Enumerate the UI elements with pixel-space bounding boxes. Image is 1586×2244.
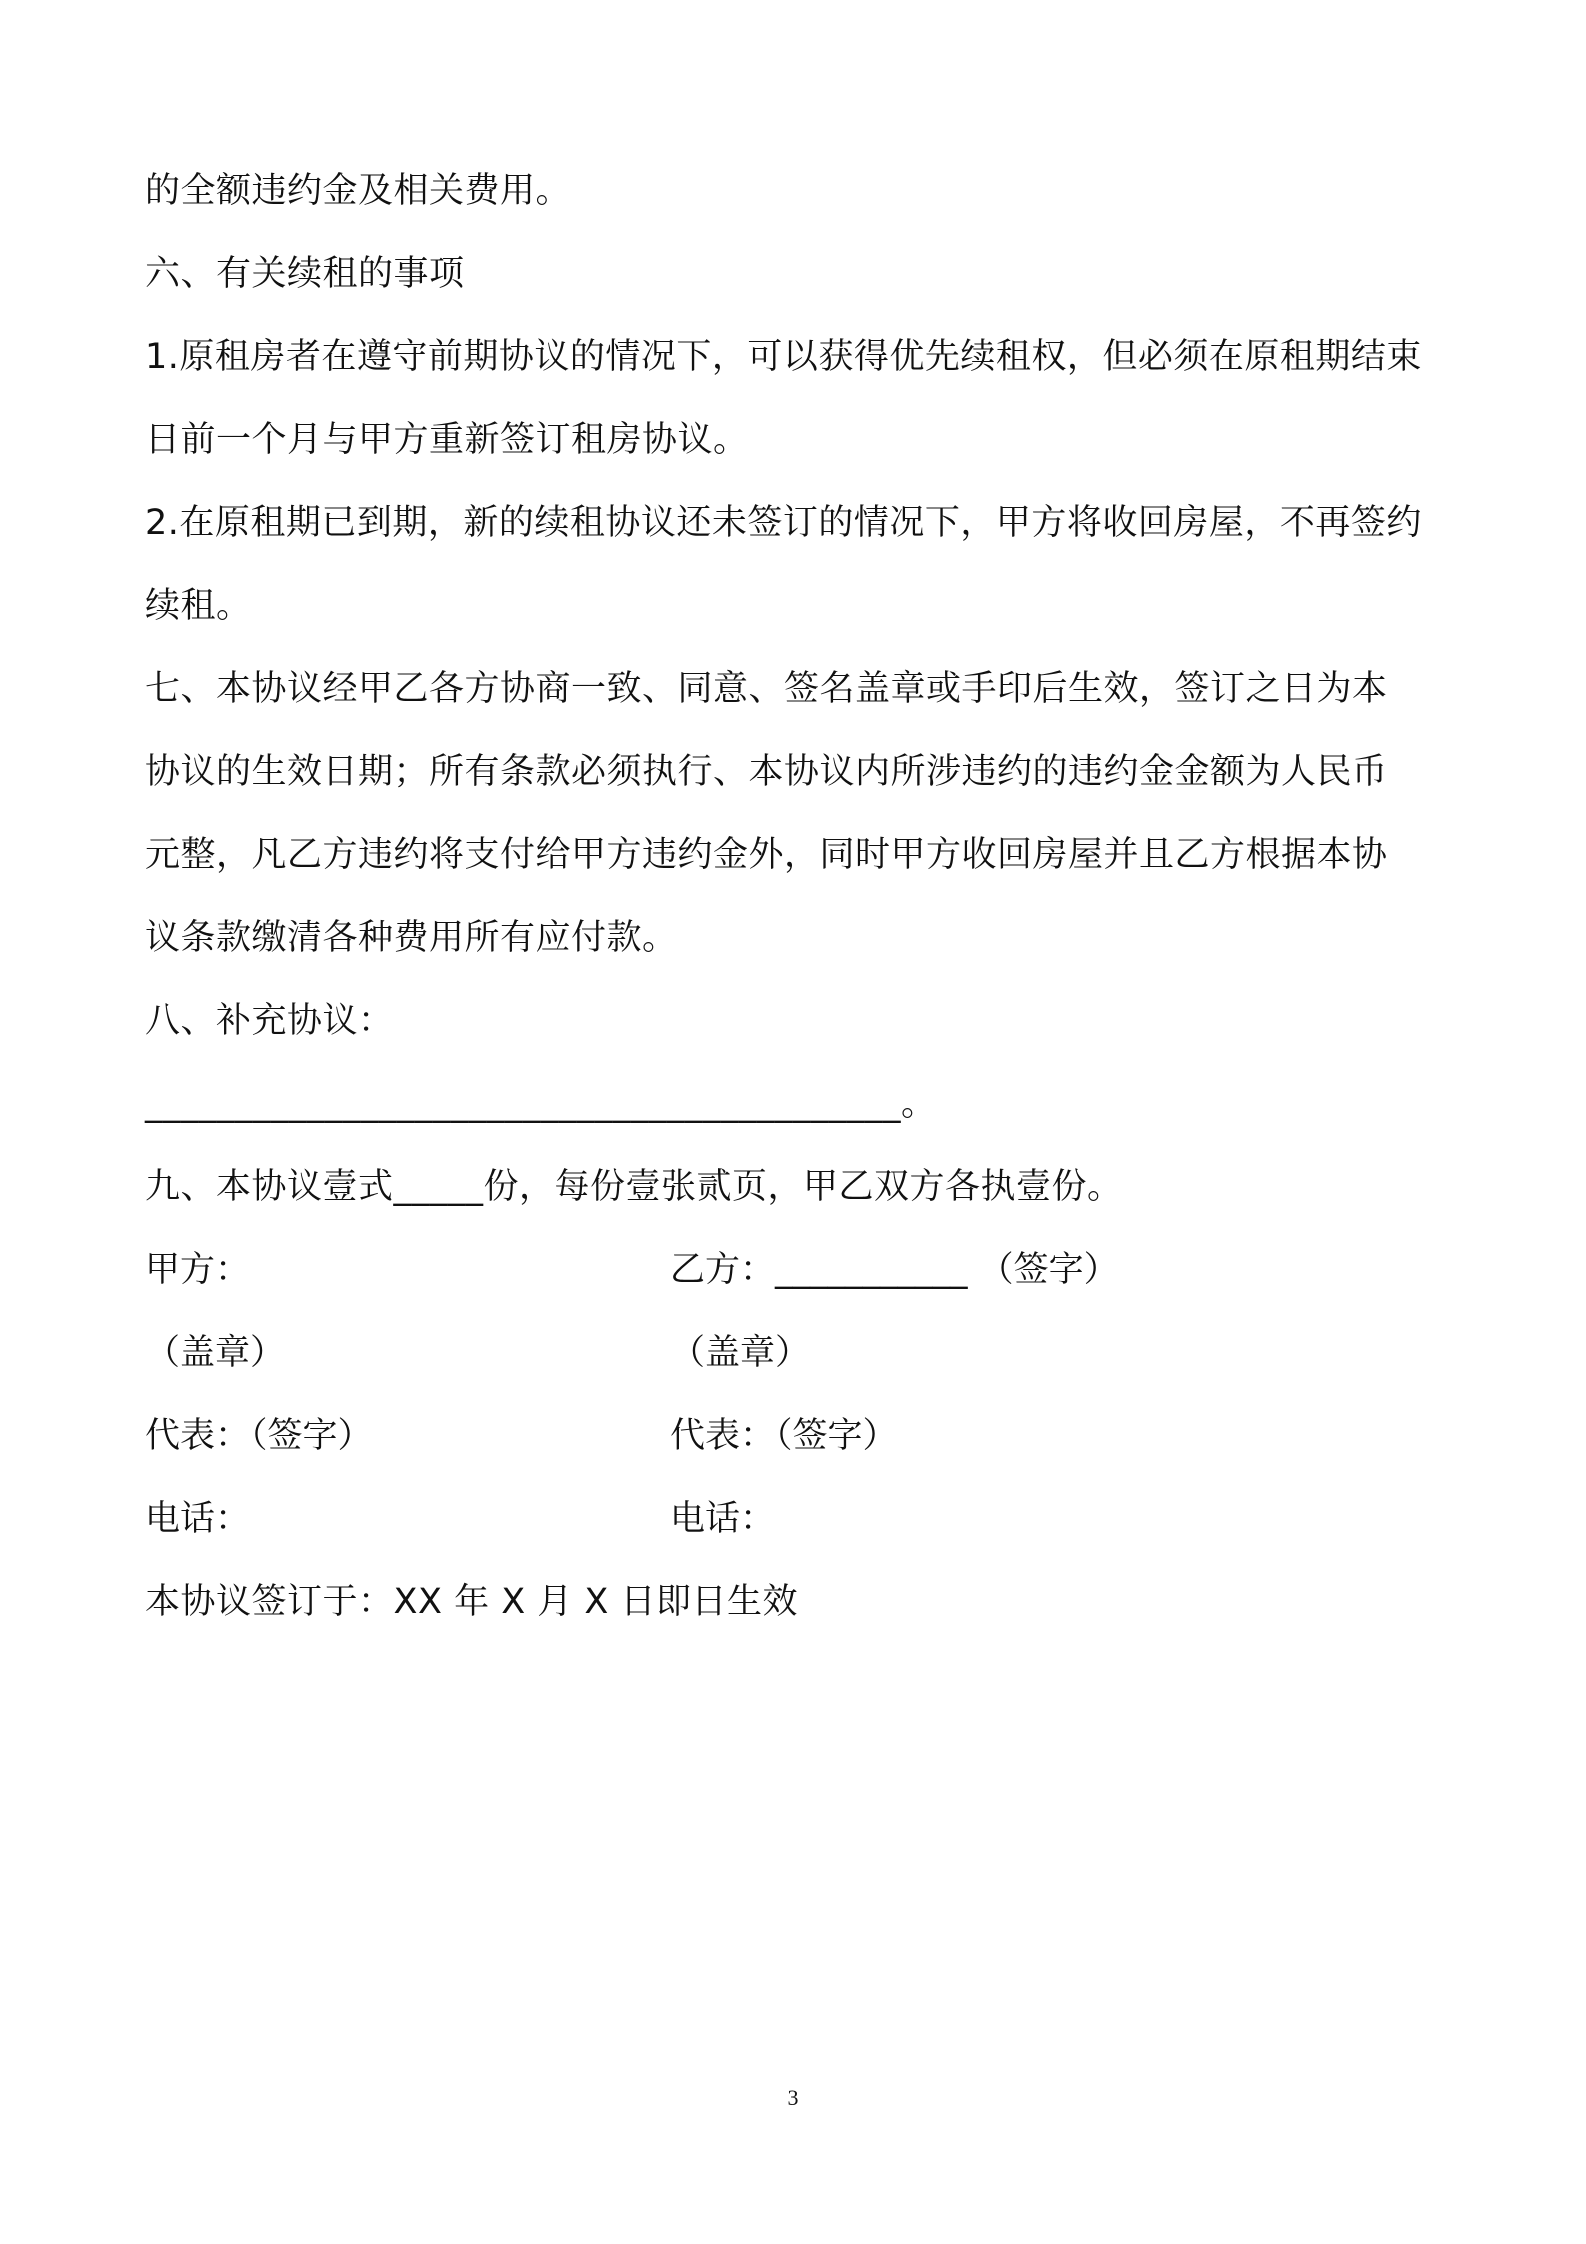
party-b-seal: （盖章）	[670, 1333, 811, 1373]
text-line: 的全额违约金及相关费用。	[145, 171, 572, 211]
signature-seal-row	[145, 1312, 1465, 1395]
party-b-phone: 电话：	[670, 1499, 776, 1539]
text-line: 协议的生效日期；所有条款必须执行、本协议内所涉违约的违约金金额为人民币	[145, 752, 1388, 792]
text-line: 七、本协议经甲乙各方协商一致、同意、签名盖章或手印后生效，签订之日为本	[145, 669, 1388, 709]
supplementary-blank-line: __________________________________________。	[145, 1084, 937, 1124]
party-b-representative: 代表：（签字）	[670, 1416, 898, 1456]
text-line: 元整，凡乙方违约将支付给甲方违约金外，同时甲方收回房屋并且乙方根据本协	[145, 835, 1388, 875]
copies-clause: 九、本协议壹式_____份，每份壹张贰页，甲乙双方各执壹份。	[145, 1167, 1123, 1207]
text-line: 续租。	[145, 586, 252, 626]
party-a-representative: 代表：（签字）	[145, 1416, 373, 1456]
party-a-seal: （盖章）	[145, 1333, 286, 1373]
page-number: 3	[787, 2085, 799, 2110]
text-line: 2.在原租期已到期，新的续租协议还未签订的情况下，甲方将收回房屋，不再签约	[145, 503, 1422, 543]
party-a-phone: 电话：	[145, 1499, 251, 1539]
text-line: 议条款缴清各种费用所有应付款。	[145, 918, 678, 958]
section-heading-renewal: 六、有关续租的事项	[145, 254, 465, 294]
signature-party-row	[145, 1229, 1465, 1312]
signature-rep-row	[145, 1395, 1465, 1478]
section-heading-supplementary: 八、补充协议：	[145, 1001, 394, 1041]
party-b-label: 乙方：___________ （签字）	[670, 1250, 1119, 1290]
document-body	[145, 150, 1465, 1644]
text-line: 日前一个月与甲方重新签订租房协议。	[145, 420, 749, 460]
signed-date: 本协议签订于：XX 年 X 月 X 日即日生效	[145, 1582, 799, 1622]
party-a-label: 甲方：	[145, 1250, 251, 1290]
text-line: 1.原租房者在遵守前期协议的情况下，可以获得优先续租权，但必须在原租期结束	[145, 337, 1422, 377]
signature-phone-row	[145, 1478, 1465, 1561]
